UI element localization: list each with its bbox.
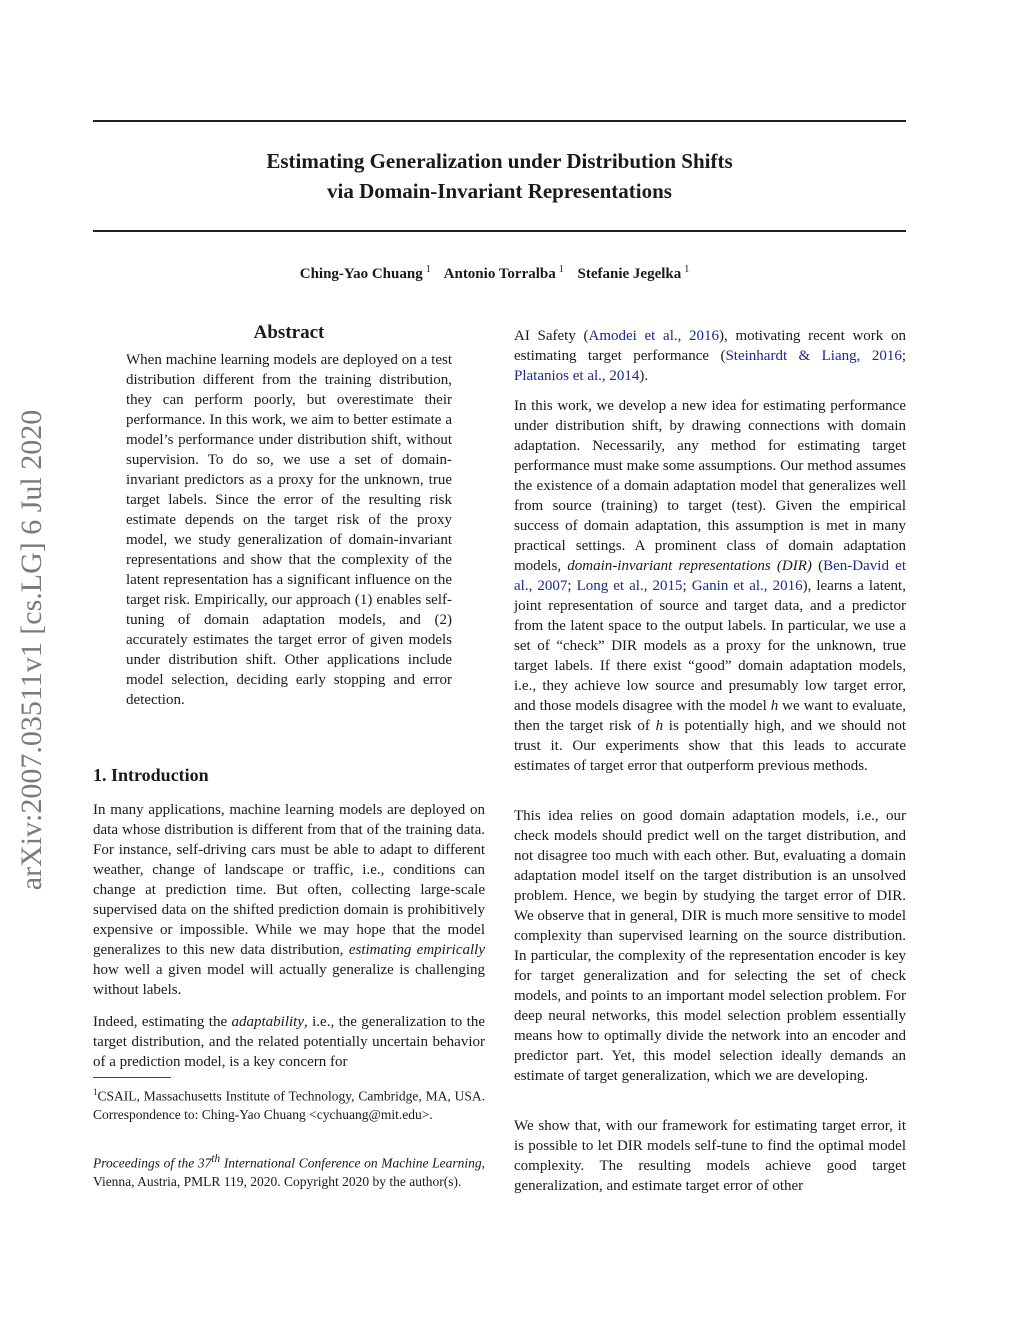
intro-p2-emphasis: adaptability xyxy=(231,1014,305,1030)
right-p1-text: AI Safety ( xyxy=(514,328,589,344)
right-p2-text: In this work, we develop a new idea for estimating performance under distribution shift, by drawing connections with domain adaptation. Necessarily, any method for estimating target performance must make some assumptions. Our method assumes the existence of a domain adaptation model that generalizes well from source (training) to target (test). Given the empirical success of domain adaptation, this assumption is met in many practical settings. A prominent class of domain adaptation models, xyxy=(514,398,906,574)
right-p3-text: This idea relies on good domain adaptation models, i.e., our check models should predict well on the target distribution, and not disagree too much with each other. But, evaluating a domain adaptation model itself on the target distribution is an unsolved problem. Hence, we begin by studying the target error of DIR. We observe that in general, DIR is much more sensitive to model complexity than supervised learning on the source distribution. In particular, the complexity of the representation encoder is key for target generalization and for selecting the set of check models, and points to an important model selection problem. For deep neural networks, this model selection problem essentially means how to optimally divide the network into an encoder and predictor part. Yet, this model selection ideally demands an estimate of target generalization, which we are developing. xyxy=(514,808,906,1084)
section-heading-introduction: 1. Introduction xyxy=(93,765,209,785)
proceedings-venue: International Conference on Machine Learning xyxy=(220,1155,482,1171)
intro-p1-text: In many applications, machine learning models are deployed on data whose distribution is different from that of the training data. For instance, self-driving cars must be able to adapt to different weather, change of landscape or traffic, i.e., conditions can change at prediction time. But often, collecting large-scale supervised data on the shifted prediction domain is prohibitively expensive or impossible. While we may hope that the model generalizes to this new data distribution, xyxy=(93,802,485,958)
intro-p1-emphasis: estimating empirically xyxy=(348,942,485,958)
footnote-rule xyxy=(93,1077,171,1078)
citation-link[interactable]: Amodei et al., 2016 xyxy=(588,328,720,344)
abstract-paragraph: When machine learning models are deployed on a test distribution different from the training distribution, they can perform poorly, but overestimate their performance. In this work, we aim to better estimate a model’s performance under distribution shift, without supervision. To do so, we use a set of domain-invariant predictors as a proxy for the unknown, true target labels. Since the error of the resulting risk estimate depends on the target risk of the proxy model, we study generalization of domain-invariant representations and show that the complexity of the latent representation has a significant influence on the target risk. Empirically, our approach (1) enables self-tuning of domain adaptation models, and (2) accurately estimates the target error of given models under distribution shift. Other applications include model selection, deciding early stopping and error detection. xyxy=(126,352,452,708)
abstract-heading: Abstract xyxy=(253,322,325,343)
abstract-text xyxy=(126,350,452,710)
author-affiliation: 1 xyxy=(558,264,564,275)
author-affiliation: 1 xyxy=(425,264,431,275)
intro-p1-text-end: how well a given model will actually generalize is challenging without labels. xyxy=(93,962,485,998)
proceedings-ordinal: 37 xyxy=(197,1155,212,1171)
title-rule-bottom xyxy=(93,230,906,232)
right-p2-text: we want to evaluate, then the target risk of xyxy=(514,698,907,734)
author-name: Stefanie Jegelka xyxy=(577,266,682,282)
right-p2-text: ; xyxy=(682,578,692,594)
footnote-mark: 1 xyxy=(93,1087,98,1097)
right-p2-text: ), learns a latent, joint representation of source and target data, and a predictor from the latent space to the output labels. In particular, we use a set of “check” DIR models as a proxy for the unknown, true target labels. If there exist “good” domain adaptation models, i.e., they achieve low source and presumably low target error, and those models disagree with the model xyxy=(514,578,906,714)
citation-link[interactable]: Long et al., 2015 xyxy=(576,578,683,594)
affiliation-footnote xyxy=(93,1083,485,1124)
citation-link[interactable]: Platanios et al., 2014 xyxy=(514,368,640,384)
right-p2-text: is potentially high, and we should not trust it. Our experiments show that this leads to accurate estimates of target error that outperform previous methods. xyxy=(514,718,906,774)
proceedings-prefix: Proceedings of the xyxy=(93,1155,198,1171)
paper-title-line-1: Estimating Generalization under Distribution Shifts xyxy=(266,149,733,173)
arxiv-identifier: arXiv:2007.03511v1 [cs.LG] 6 Jul 2020 xyxy=(15,409,48,891)
right-paragraph-3 xyxy=(514,806,906,1086)
right-p2-text: ( xyxy=(811,558,824,574)
author-name: Ching-Yao Chuang xyxy=(299,266,423,282)
citation-link[interactable]: Steinhardt & Liang, 2016 xyxy=(725,348,902,364)
author-affiliation: 1 xyxy=(684,264,690,275)
intro-p2-text: Indeed, estimating the xyxy=(93,1014,232,1030)
proceedings-note xyxy=(93,1150,485,1191)
right-p4-text: We show that, with our framework for estimating target error, it is possible to let DIR models self-tune to find the optimal model complexity. The resulting models achieve good target generalization, and estimate target error of other xyxy=(514,1118,906,1194)
title-rule-top xyxy=(93,120,906,122)
intro-paragraph-2 xyxy=(93,1012,485,1072)
math-symbol-h: h xyxy=(770,698,779,714)
intro-p2-text-end: , i.e., the generalization to the target distribution, and the related potentially uncertain behavior of a prediction model, is a key concern for xyxy=(93,1014,485,1070)
right-p2-text: ; xyxy=(567,578,577,594)
citation-link[interactable]: Ganin et al., 2016 xyxy=(691,578,803,594)
right-p1-text: ), motivating recent work on estimating target performance ( xyxy=(514,328,906,364)
right-p2-emphasis: domain-invariant representations (DIR) xyxy=(567,558,812,574)
right-paragraph-2 xyxy=(514,396,906,776)
author-name: Antonio Torralba xyxy=(443,266,556,282)
footnote-text: CSAIL, Massachusetts Institute of Technology, Cambridge, MA, USA. Correspondence to: Ching-Yao Chuang <cychuang@mit.edu>. xyxy=(93,1088,485,1122)
proceedings-details: , Vienna, Austria, PMLR 119, 2020. Copyright 2020 by the author(s). xyxy=(93,1155,485,1189)
intro-paragraph-1 xyxy=(93,800,485,1000)
math-symbol-h: h xyxy=(655,718,664,734)
proceedings-ordinal-suffix: th xyxy=(211,1153,221,1165)
right-paragraph-4 xyxy=(514,1116,906,1196)
right-p1-text: ). xyxy=(639,368,649,384)
author-list xyxy=(93,264,906,283)
citation-link[interactable]: Ben-David et al., 2007 xyxy=(514,558,906,594)
paper-title-line-2: via Domain-Invariant Representations xyxy=(327,179,672,203)
right-p1-text: ; xyxy=(901,348,906,364)
right-paragraph-1 xyxy=(514,326,906,386)
